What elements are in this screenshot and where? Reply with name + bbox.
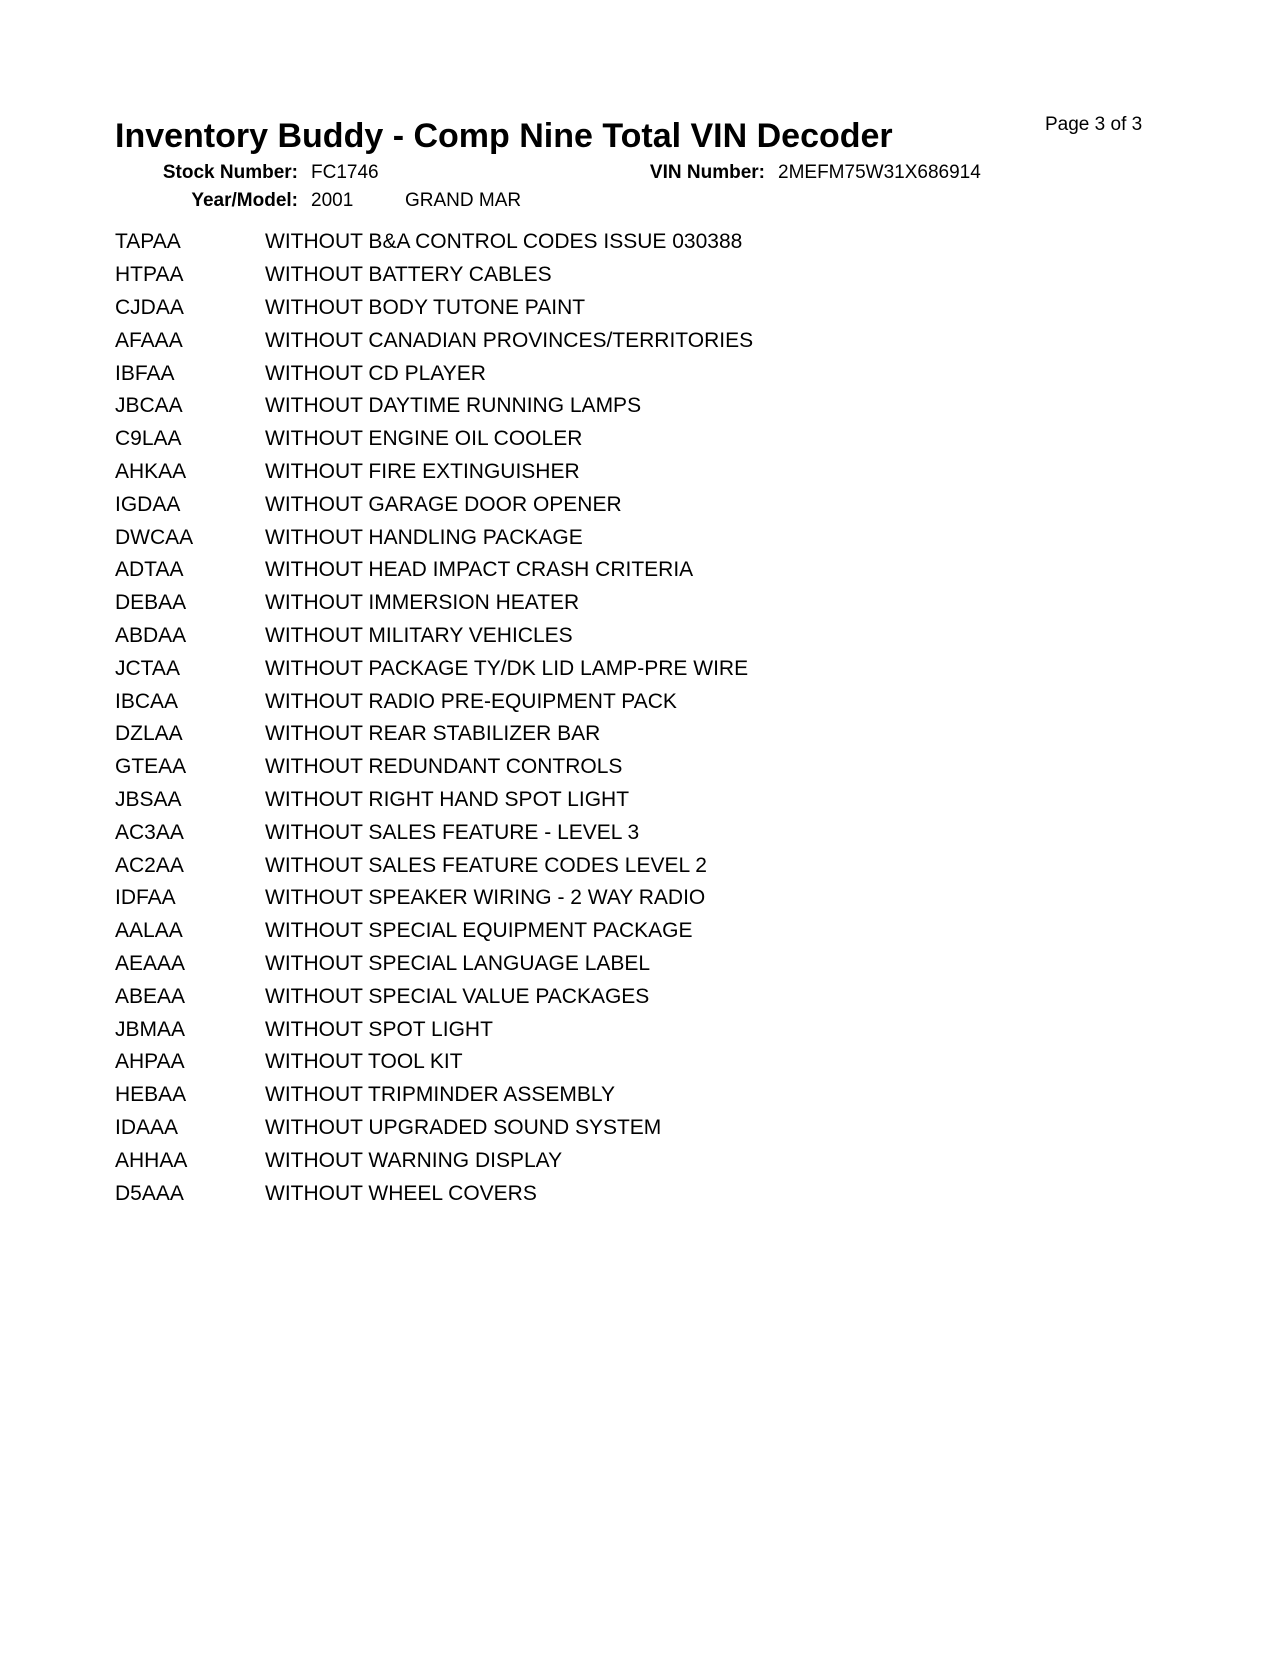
option-code: AALAA	[115, 919, 183, 943]
option-description: WITHOUT CANADIAN PROVINCES/TERRITORIES	[265, 328, 754, 352]
option-code: AHKAA	[115, 459, 187, 483]
option-code: DWCAA	[115, 525, 194, 549]
option-code: JBSAA	[115, 787, 182, 811]
option-code: HTPAA	[115, 263, 184, 287]
option-description: WITHOUT B&A CONTROL CODES ISSUE 030388	[265, 230, 743, 254]
option-code: IBCAA	[115, 689, 179, 713]
option-code: HEBAA	[115, 1083, 187, 1107]
option-code: AFAAA	[115, 328, 183, 352]
option-code-list	[115, 226, 753, 1210]
option-code: AEAAA	[115, 951, 186, 975]
option-code: ADTAA	[115, 558, 184, 582]
option-description: WITHOUT SALES FEATURE - LEVEL 3	[265, 820, 640, 844]
option-row	[115, 488, 753, 521]
option-row	[115, 554, 753, 587]
option-code: TAPAA	[115, 230, 181, 254]
option-code: ABDAA	[115, 623, 187, 647]
option-code: D5AAA	[115, 1181, 184, 1205]
option-description: WITHOUT BODY TUTONE PAINT	[265, 295, 586, 319]
option-row	[115, 292, 753, 325]
option-row	[115, 587, 753, 620]
option-code: GTEAA	[115, 755, 187, 779]
option-row	[115, 1112, 753, 1145]
option-description: WITHOUT SPECIAL VALUE PACKAGES	[265, 984, 650, 1008]
option-row	[115, 816, 753, 849]
option-code: C9LAA	[115, 427, 182, 451]
option-description: WITHOUT SPEAKER WIRING - 2 WAY RADIO	[265, 886, 706, 910]
page-indicator: Page 3 of 3	[1045, 114, 1143, 135]
stock-number-value: FC1746	[311, 162, 379, 183]
option-code: AC2AA	[115, 853, 184, 877]
option-code: IDFAA	[115, 886, 176, 910]
option-code: AC3AA	[115, 820, 184, 844]
option-row	[115, 685, 753, 718]
vin-number-label: VIN Number:	[649, 162, 765, 183]
option-description: WITHOUT RIGHT HAND SPOT LIGHT	[265, 787, 630, 811]
option-row	[115, 620, 753, 653]
option-description: WITHOUT RADIO PRE-EQUIPMENT PACK	[265, 689, 677, 713]
option-row	[115, 1079, 753, 1112]
option-row	[115, 226, 753, 259]
model-value: GRAND MAR	[405, 190, 522, 211]
option-description: WITHOUT IMMERSION HEATER	[265, 591, 580, 615]
option-description: WITHOUT SPOT LIGHT	[265, 1017, 493, 1041]
option-row	[115, 259, 753, 292]
option-code: IBFAA	[115, 361, 175, 385]
option-description: WITHOUT ENGINE OIL COOLER	[265, 427, 583, 451]
option-description: WITHOUT HEAD IMPACT CRASH CRITERIA	[265, 558, 694, 582]
option-description: WITHOUT SPECIAL EQUIPMENT PACKAGE	[265, 919, 693, 943]
option-row	[115, 1046, 753, 1079]
option-row	[115, 456, 753, 489]
option-row	[115, 980, 753, 1013]
option-description: WITHOUT BATTERY CABLES	[265, 263, 552, 287]
stock-number-label: Stock Number:	[162, 162, 298, 183]
option-code: DEBAA	[115, 591, 187, 615]
option-row	[115, 1177, 753, 1210]
option-description: WITHOUT REAR STABILIZER BAR	[265, 722, 601, 746]
option-code: IGDAA	[115, 492, 181, 516]
option-code: AHHAA	[115, 1148, 188, 1172]
option-row	[115, 521, 753, 554]
option-description: WITHOUT SALES FEATURE CODES LEVEL 2	[265, 853, 707, 877]
page-title: Inventory Buddy - Comp Nine Total VIN Decoder	[115, 117, 893, 155]
option-code: JBCAA	[115, 394, 183, 418]
option-code: ABEAA	[115, 984, 186, 1008]
option-code: DZLAA	[115, 722, 183, 746]
option-code: JCTAA	[115, 656, 180, 680]
option-row	[115, 948, 753, 981]
option-code: CJDAA	[115, 295, 184, 319]
option-description: WITHOUT WARNING DISPLAY	[265, 1148, 563, 1172]
option-row	[115, 751, 753, 784]
option-code: AHPAA	[115, 1050, 185, 1074]
option-description: WITHOUT FIRE EXTINGUISHER	[265, 459, 580, 483]
option-description: WITHOUT DAYTIME RUNNING LAMPS	[265, 394, 642, 418]
option-description: WITHOUT CD PLAYER	[265, 361, 486, 385]
option-row	[115, 1144, 753, 1177]
option-description: WITHOUT SPECIAL LANGUAGE LABEL	[265, 951, 651, 975]
option-description: WITHOUT TOOL KIT	[265, 1050, 463, 1074]
option-row	[115, 784, 753, 817]
option-row	[115, 390, 753, 423]
option-row	[115, 357, 753, 390]
option-code: JBMAA	[115, 1017, 186, 1041]
option-row	[115, 849, 753, 882]
year-model-label: Year/Model:	[191, 190, 298, 211]
option-row	[115, 915, 753, 948]
vin-number-value: 2MEFM75W31X686914	[778, 162, 981, 183]
year-value: 2001	[311, 190, 354, 211]
option-row	[115, 1013, 753, 1046]
option-code: IDAAA	[115, 1115, 179, 1139]
option-description: WITHOUT GARAGE DOOR OPENER	[265, 492, 622, 516]
option-row	[115, 324, 753, 357]
option-description: WITHOUT WHEEL COVERS	[265, 1181, 537, 1205]
option-description: WITHOUT UPGRADED SOUND SYSTEM	[265, 1115, 662, 1139]
option-description: WITHOUT TRIPMINDER ASSEMBLY	[265, 1083, 616, 1107]
option-row	[115, 882, 753, 915]
option-description: WITHOUT PACKAGE TY/DK LID LAMP-PRE WIRE	[265, 656, 749, 680]
option-description: WITHOUT REDUNDANT CONTROLS	[265, 755, 623, 779]
option-row	[115, 423, 753, 456]
option-row	[115, 718, 753, 751]
option-description: WITHOUT MILITARY VEHICLES	[265, 623, 573, 647]
option-description: WITHOUT HANDLING PACKAGE	[265, 525, 583, 549]
option-row	[115, 652, 753, 685]
